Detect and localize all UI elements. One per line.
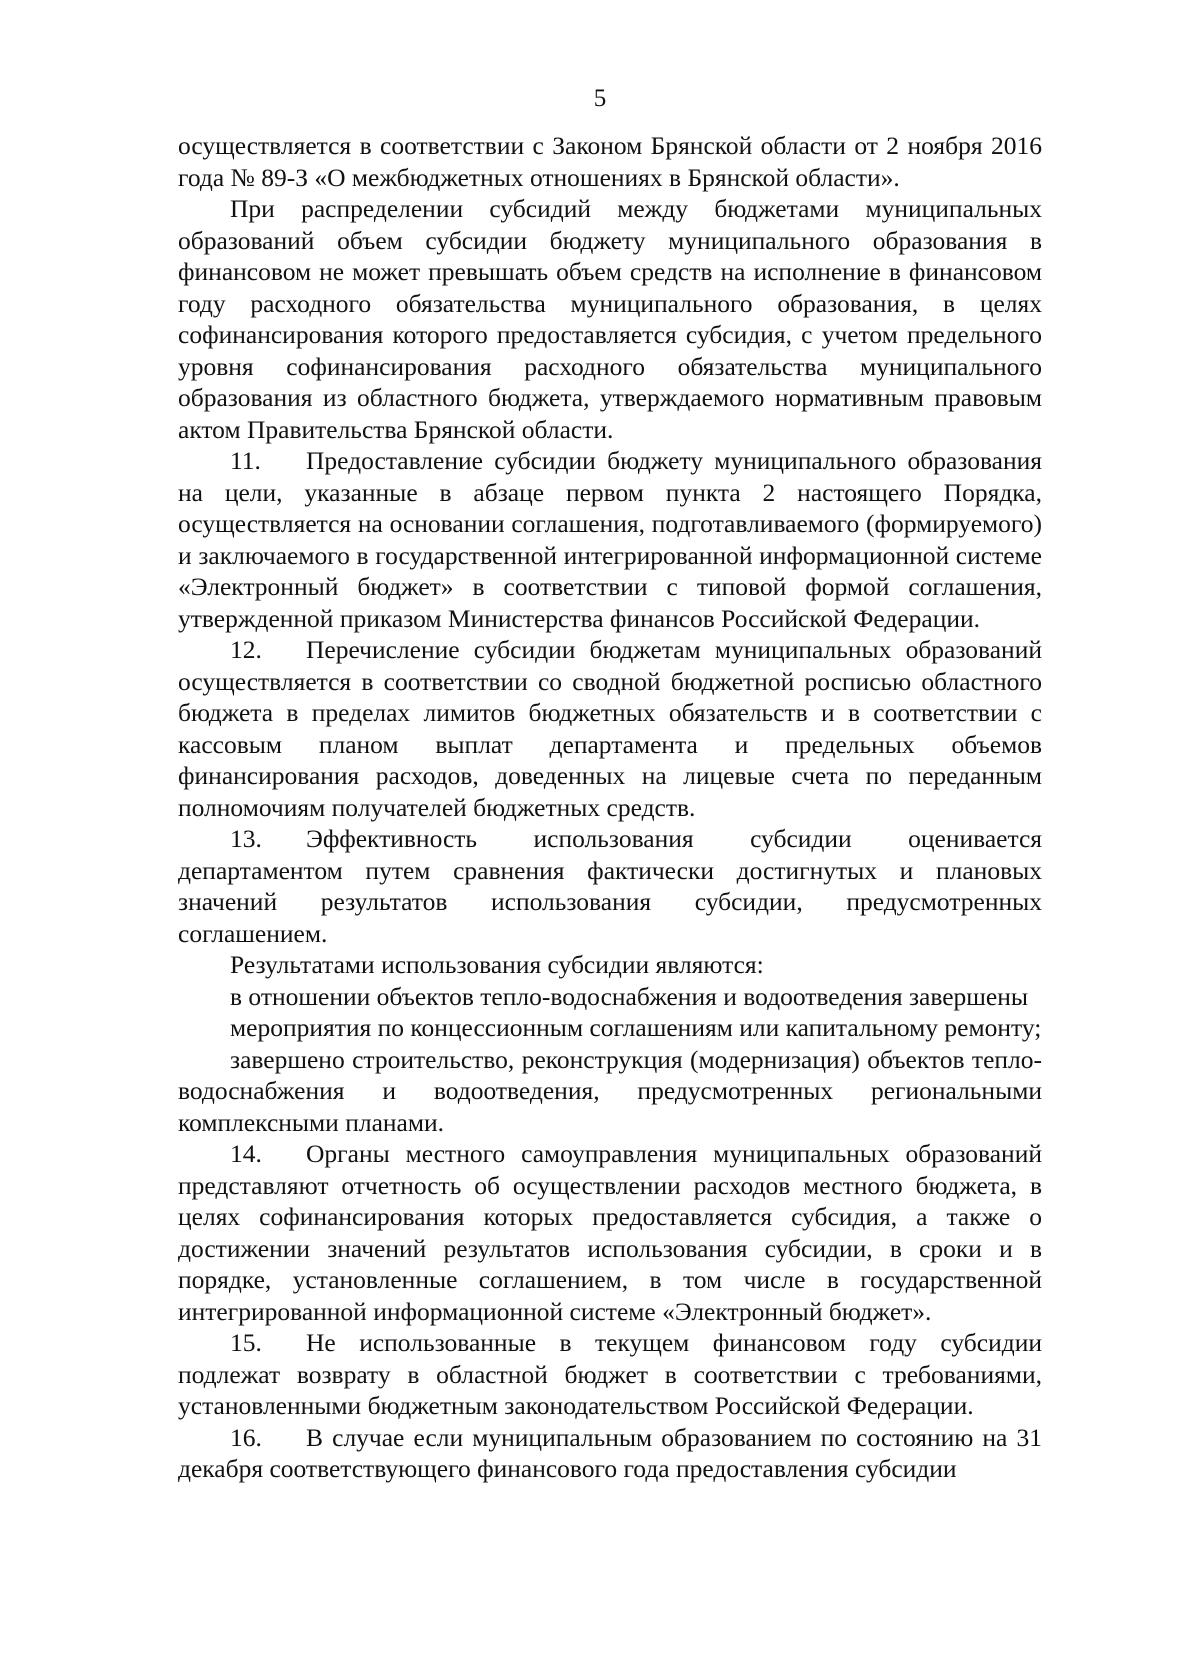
paragraph xyxy=(178,130,1042,193)
paragraph-text: осуществляется в соответствии с Законом Брянской области от 2 ноября 2016 года № 89-З «О межбюджетных отношениях в Брянской области». xyxy=(178,131,1042,192)
paragraph-number: 12. xyxy=(230,635,262,664)
paragraph-text: Эффективность использования субсидии оценивается департаментом путем сравнения фактически достигнутых и плановых значений результатов использования субсидии, предусмотренных соглашением. xyxy=(178,824,1042,948)
paragraph-number: 11. xyxy=(230,446,261,475)
paragraph-text: мероприятия по концессионным соглашениям или капитальному ремонту; xyxy=(230,1013,1042,1042)
paragraph-text: завершено строительство, реконструкция (модернизация) объектов тепло-водоснабжения и водоотведения, предусмотренных региональными комплексными планами. xyxy=(178,1044,1042,1137)
paragraph xyxy=(178,981,1042,1013)
paragraph-text: При распределении субсидий между бюджетами муниципальных образований объем субсидии бюджету муниципального образования в финансовом не может превышать объем средств на исполнение в финансовом году расходного обязательства муниципального образования, в целях софинансирования которого предоставляется субсидия, с учетом предельного уровня софинансирования расходного обязательства муниципального образования из областного бюджета, утверждаемого нормативным правовым актом Правительства Брянской области. xyxy=(178,194,1042,444)
numbered-paragraph xyxy=(178,823,1042,949)
paragraph-number: 16. xyxy=(230,1422,262,1452)
page-number: 5 xyxy=(593,85,607,112)
numbered-paragraph xyxy=(178,445,1042,634)
numbered-paragraph xyxy=(178,1422,1042,1485)
numbered-paragraph xyxy=(178,1327,1042,1422)
paragraph xyxy=(178,949,1042,981)
paragraph-text: в отношении объектов тепло-водоснабжения и водоотведения завершены xyxy=(230,981,1029,1011)
paragraph xyxy=(178,1012,1042,1044)
paragraph-text: Предоставление субсидии бюджету муниципального образования на цели, указанные в абзаце первом пункта 2 настоящего Порядка, осуществляется на основании соглашения, подготавливаемого (формируемого) и заключаемого в государственной интегрированной информационной системе «Электронный бюджет» в соответствии с типовой формой соглашения, утвержденной приказом Министерства финансов Российской Федерации. xyxy=(178,446,1042,633)
paragraph-number: 13. xyxy=(230,824,262,853)
numbered-paragraph xyxy=(178,1138,1042,1327)
paragraph xyxy=(178,1044,1042,1139)
paragraph-number: 14. xyxy=(230,1139,262,1168)
paragraph-text: Результатами использования субсидии являются: xyxy=(230,950,764,979)
document-body xyxy=(178,130,1042,1485)
numbered-paragraph xyxy=(178,634,1042,823)
paragraph-number: 15. xyxy=(230,1328,262,1357)
paragraph-text: Органы местного самоуправления муниципальных образований представляют отчетность об осуществлении расходов местного бюджета, в целях софинансирования которых предоставляется субсидия, а также о достижении значений результатов использования субсидии, в сроки и в порядке, установленные соглашением, в том числе в государственной интегрированной информационной системе «Электронный бюджет». xyxy=(178,1139,1042,1326)
paragraph-text: Перечисление субсидии бюджетам муниципальных образований осуществляется в соответствии со сводной бюджетной росписью областного бюджета в пределах лимитов бюджетных обязательств и в соответствии с кассовым планом выплат департамента и предельных объемов финансирования расходов, доведенных на лицевые счета по переданным полномочиям получателей бюджетных средств. xyxy=(178,635,1042,822)
paragraph-text: Не использованные в текущем финансовом году субсидии подлежат возврату в областной бюджет в соответствии с требованиями, установленными бюджетным законодательством Российской Федерации. xyxy=(178,1328,1042,1420)
paragraph-text: В случае если муниципальным образованием по состоянию на 31 декабря соответствующего финансового года предоставления субсидии xyxy=(178,1422,1042,1483)
paragraph xyxy=(178,193,1042,445)
